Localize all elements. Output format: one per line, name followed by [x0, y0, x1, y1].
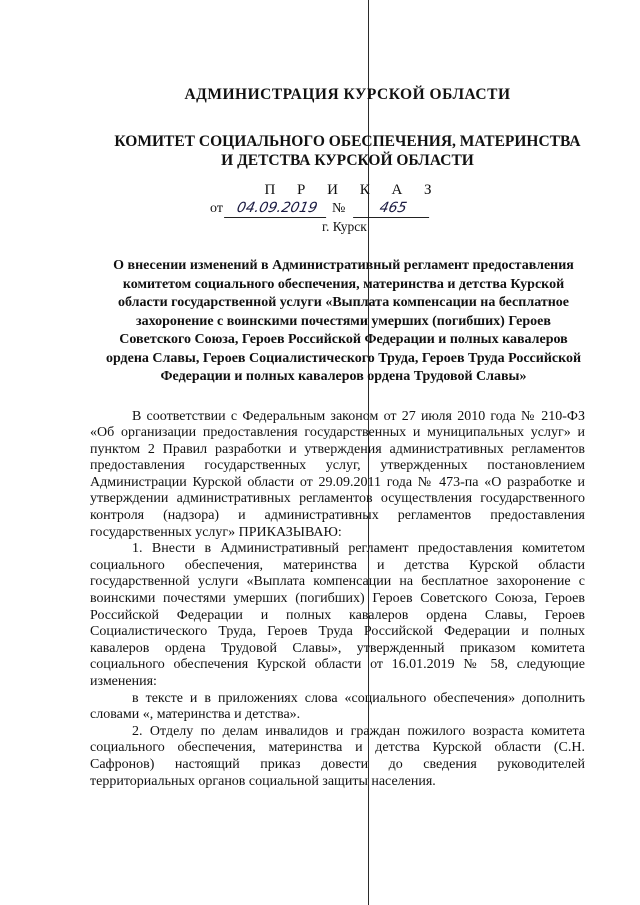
administration-title: АДМИНИСТРАЦИЯ КУРСКОЙ ОБЛАСТИ [184, 86, 511, 103]
number-label: № [331, 201, 346, 216]
order-title: П Р И К А З [264, 182, 441, 198]
date-prefix: от [210, 201, 223, 216]
order-date: 04.09.2019 [224, 199, 330, 218]
committee-title: КОМИТЕТ СОЦИАЛЬНОГО ОБЕСПЕЧЕНИЯ, МАТЕРИНСТВА И ДЕТСТВА КУРСКОЙ ОБЛАСТИ [114, 133, 581, 169]
order-number: 465 [353, 199, 433, 218]
order-subject: О внесении изменений в Административный регламент предоставления комитетом социального обеспечения, материнства и детства Курской области государственной услуги «Выплата компенсации на бесплатное захоронение с воинскими почестями умерших (погибших) Героев Советского Союза, Героев Российской Федерации и полных кавалеров ордена Славы, Героев Социалистического Труда, Героев Труда Российской Федерации и полных кавалеров ордена Трудовой Славы» [105, 258, 582, 384]
order-body [90, 409, 585, 791]
order-date-line [210, 199, 585, 218]
item-1-sub-paragraph: в тексте и в приложениях слова «социального обеспечения» дополнить словами «, материнства и детства». [90, 690, 585, 723]
item-1-paragraph: 1. Внести в Административный регламент предоставления комитетом социального обеспечения, материнства и детства Курской области государственной услуги «Выплата компенсации на бесплатное захоронение с воинскими почестями умерших (погибших) Героев Советского Союза, Героев Российской Федерации и полных кавалеров ордена Славы, Героев Социалистического Труда, Героев Труда Российской Федерации и полных кавалеров ордена Трудовой Славы», утвержденный приказом комитета социального обеспечения Курской области от 16.01.2019 № 58, следующие изменения: [90, 541, 585, 689]
document-page [90, 86, 585, 790]
item-2-paragraph: 2. Отделу по делам инвалидов и граждан пожилого возраста комитета социального обеспечения, материнства и детства Курской области (С.Н. Сафронов) настоящий приказ довести до сведения руководителей территориальных органов социальной защиты населения. [90, 723, 585, 789]
order-city: г. Курск [322, 219, 367, 234]
preamble-paragraph: В соответствии с Федеральным законом от 27 июля 2010 года № 210-ФЗ «Об организации предоставления государственных и муниципальных услуг» и пунктом 2 Правил разработки и утверждения административных регламентов предоставления государственных услуг, утвержденных постановлением Администрации Курской области от 29.09.2011 года № 473-па «О разработке и утверждении административных регламентов осуществления государственного контроля (надзора) и административных регламентов предоставления государственных услуг» ПРИКАЗЫВАЮ: [90, 408, 585, 540]
